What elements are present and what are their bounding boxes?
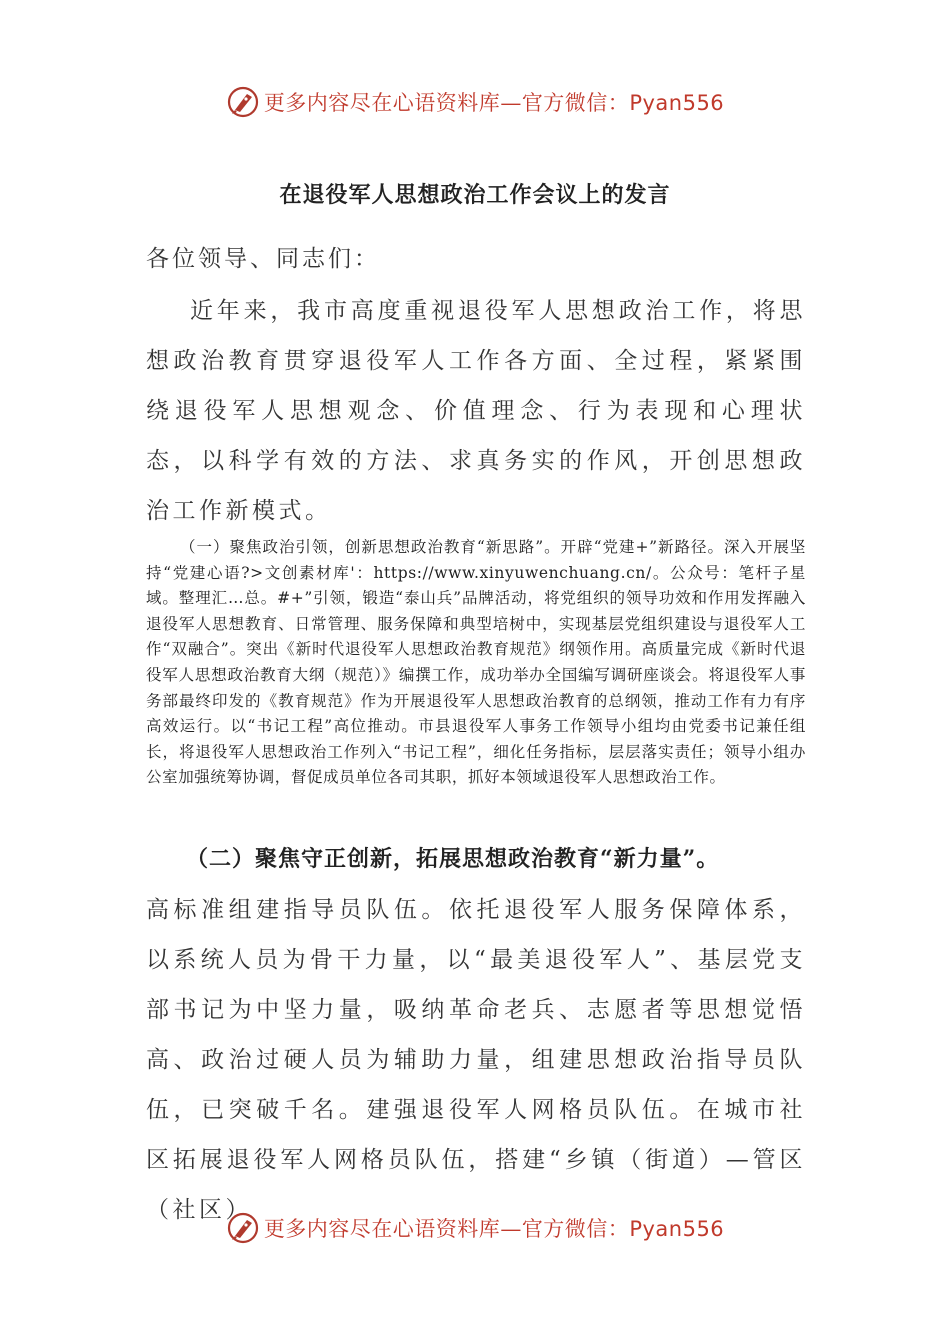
header-banner (0, 82, 950, 122)
section-2-heading: （二）聚焦守正创新，拓展思想政治教育“新力量”。 (186, 846, 720, 872)
pen-nib-logo-icon (226, 1211, 260, 1245)
banner-text: 更多内容尽在心语资料库—官方微信：Pyan556 (263, 1217, 725, 1241)
section-2-paragraph: 高标准组建指导员队伍。依托退役军人服务保障体系，以系统人员为骨干力量，以“最美退役军人”、基层党支部书记为中坚力量，吸纳革命老兵、志愿者等思想觉悟高、政治过硬人员为辅助力量，组建思想政治指导员队伍，已突破千名。建强退役军人网格员队伍。在城市社区拓展退役军人网格员队伍，搭建“乡镇（街道）—管区（社区） (146, 897, 806, 1223)
document-title: 在退役军人思想政治工作会议上的发言 (279, 182, 671, 208)
salutation: 各位领导、同志们： (146, 246, 380, 272)
section-1-paragraph: （一）聚焦政治引领，创新思想政治教育“新思路”。开辟“党建+”新路径。深入开展坚持“党建心语?>文创素材库'：https://www.xinyuwenchuang.cn/。公众号：笔杆子星域。整理汇…总。#+”引领，锻造“泰山兵”品牌活动，将党组织的领导功效和作用发挥融入退役军人思想教育、日常管理、服务保障和典型培树中，实现基层党组织建设与退役军人工作“双融合”。突出《新时代退役军人思想政治教育规范》纲领作用。高质量完成《新时代退役军人思想政治教育大纲（规范）》编撰工作，成功举办全国编写调研座谈会。将退役军人事务部最终印发的《教育规范》作为开展退役军人思想政治教育的总纲领，推动工作有力有序高效运行。以“书记工程”高位推动。市县退役军人事务工作领导小组均由党委书记兼任组长，将退役军人思想政治工作列入“书记工程”，细化任务指标，层层落实责任；领导小组办公室加强统筹协调，督促成员单位各司其职，抓好本领域退役军人思想政治工作。 (146, 538, 806, 787)
intro-paragraph: 近年来，我市高度重视退役军人思想政治工作，将思想政治教育贯穿退役军人工作各方面、全过程，紧紧围绕退役军人思想观念、价值理念、行为表现和心理状态，以科学有效的方法、求真务实的作风，开创思想政治工作新模式。 (146, 298, 806, 524)
pen-nib-logo-icon (226, 85, 260, 119)
footer-banner (0, 1208, 950, 1248)
banner-text: 更多内容尽在心语资料库—官方微信：Pyan556 (263, 91, 725, 115)
